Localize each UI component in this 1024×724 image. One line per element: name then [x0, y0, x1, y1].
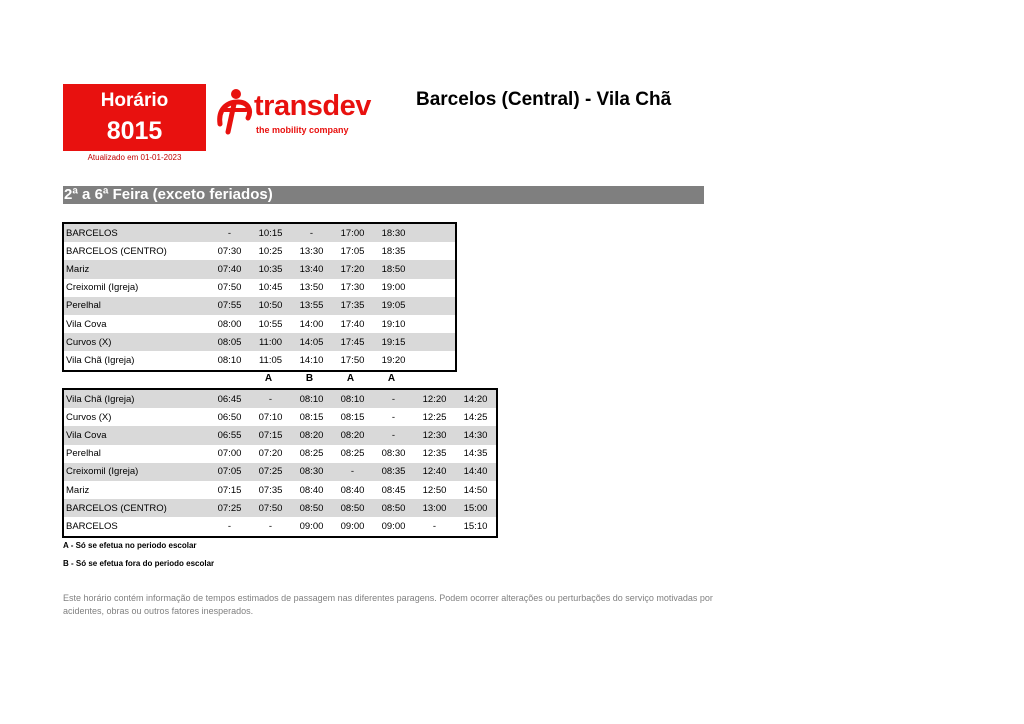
time-cell: 08:50: [373, 499, 414, 517]
time-cell: -: [391, 411, 396, 423]
stop-name: BARCELOS: [66, 520, 118, 532]
time-cell: -: [373, 389, 414, 408]
timetable-row: [63, 389, 497, 408]
timetable-row: [63, 445, 497, 463]
time-cell: -: [209, 223, 250, 242]
time-cell: 18:30: [373, 223, 414, 242]
time-cell: 18:50: [373, 260, 414, 278]
stop-name: Mariz: [66, 484, 90, 496]
stop-name: BARCELOS: [63, 223, 209, 242]
trip-note: A: [264, 373, 273, 384]
outbound-timetable: [62, 222, 457, 372]
time-cell: 07:55: [209, 297, 250, 315]
badge-title: Horário: [100, 90, 169, 111]
time-cell: 07:15: [250, 426, 291, 444]
time-cell: 08:25: [299, 448, 324, 460]
time-cell: 08:05: [209, 333, 250, 351]
time-cell: 17:50: [340, 354, 365, 366]
time-cell: 13:00: [414, 499, 455, 517]
stop-name: BARCELOS (CENTRO): [66, 245, 167, 257]
trip-note: A: [346, 373, 355, 384]
time-cell: 08:40: [340, 484, 365, 496]
time-cell: -: [291, 223, 332, 242]
time-cell: 12:20: [414, 389, 455, 408]
timetable-row: [63, 279, 456, 297]
stop-name: Vila Cova: [63, 426, 209, 444]
time-cell: 08:50: [291, 499, 332, 517]
time-cell: 17:45: [332, 333, 373, 351]
time-cell: 19:15: [373, 333, 414, 351]
time-cell: 17:35: [332, 297, 373, 315]
inbound-timetable: [62, 388, 498, 538]
time-cell: 08:35: [373, 463, 414, 481]
empty-cell: [414, 333, 456, 351]
time-cell: 12:35: [422, 448, 447, 460]
time-cell: 07:40: [209, 260, 250, 278]
time-cell: 14:05: [291, 333, 332, 351]
time-cell: 13:40: [291, 260, 332, 278]
stop-name: Creixomil (Igreja): [63, 463, 209, 481]
time-cell: -: [250, 389, 291, 408]
time-cell: 09:00: [340, 520, 365, 532]
time-cell: 14:50: [463, 484, 488, 496]
stop-name: Vila Chã (Igreja): [63, 389, 209, 408]
time-cell: 07:25: [209, 499, 250, 517]
time-cell: 07:30: [217, 245, 242, 257]
time-cell: 19:10: [381, 318, 406, 330]
time-cell: 17:40: [340, 318, 365, 330]
time-cell: 17:20: [332, 260, 373, 278]
time-cell: 08:10: [291, 389, 332, 408]
timetable-row: [63, 351, 456, 370]
time-cell: 13:55: [291, 297, 332, 315]
stop-name: Curvos (X): [63, 333, 209, 351]
time-cell: 10:45: [258, 282, 283, 294]
time-cell: 08:10: [217, 354, 242, 366]
time-cell: 13:30: [299, 245, 324, 257]
timetable-row: [63, 408, 497, 426]
time-cell: 17:30: [340, 282, 365, 294]
time-cell: 18:35: [381, 245, 406, 257]
stop-name: Vila Chã (Igreja): [66, 354, 135, 366]
time-cell: 14:10: [299, 354, 324, 366]
time-cell: 07:15: [217, 484, 242, 496]
time-cell: 07:05: [209, 463, 250, 481]
time-cell: 19:20: [381, 354, 406, 366]
timetable-row: [63, 463, 497, 481]
time-cell: 07:50: [217, 282, 242, 294]
time-cell: 07:35: [258, 484, 283, 496]
empty-cell: [414, 297, 456, 315]
time-cell: 12:50: [422, 484, 447, 496]
time-cell: 08:50: [332, 499, 373, 517]
time-cell: -: [227, 520, 232, 532]
time-cell: 19:05: [373, 297, 414, 315]
timetable-row: [63, 481, 497, 499]
time-cell: 12:30: [414, 426, 455, 444]
section-title: 2ª a 6ª Feira (exceto feriados): [63, 186, 704, 204]
time-cell: 17:00: [332, 223, 373, 242]
time-cell: -: [432, 520, 437, 532]
time-cell: 08:30: [381, 448, 406, 460]
updated-date: Atualizado em 01-01-2023: [87, 153, 182, 162]
time-cell: 09:00: [381, 520, 406, 532]
timetable-row: [63, 499, 497, 517]
time-cell: 08:15: [340, 411, 365, 423]
time-cell: 11:00: [250, 333, 291, 351]
time-cell: 07:10: [258, 411, 283, 423]
time-cell: -: [332, 463, 373, 481]
time-cell: 06:55: [209, 426, 250, 444]
time-cell: 14:40: [455, 463, 497, 481]
time-cell: 06:50: [217, 411, 242, 423]
empty-cell: [414, 242, 456, 260]
time-cell: 07:20: [258, 448, 283, 460]
time-cell: 12:25: [422, 411, 447, 423]
time-cell: -: [268, 520, 273, 532]
time-cell: 14:25: [463, 411, 488, 423]
logo-tagline: the mobility company: [256, 125, 349, 135]
time-cell: 10:55: [258, 318, 283, 330]
time-cell: 11:05: [258, 354, 283, 366]
transdev-logo: [214, 88, 371, 140]
timetable-row: [63, 260, 456, 278]
time-cell: 14:20: [455, 389, 497, 408]
time-cell: 17:05: [340, 245, 365, 257]
timetable-row: [63, 517, 497, 536]
badge-number: 8015: [106, 117, 163, 145]
timetable-row: [63, 223, 456, 242]
legend-a: A - Só se efetua no periodo escolar: [63, 541, 197, 550]
legend-b: B - Só se efetua fora do periodo escolar: [63, 559, 215, 568]
route-title: Barcelos (Central) - Vila Chã: [416, 89, 672, 110]
trip-note: B: [305, 373, 314, 384]
empty-cell: [414, 315, 456, 333]
stop-name: BARCELOS (CENTRO): [63, 499, 209, 517]
time-cell: 08:40: [299, 484, 324, 496]
time-cell: 08:25: [340, 448, 365, 460]
logo-word: transdev: [254, 90, 371, 122]
time-cell: 06:45: [209, 389, 250, 408]
time-cell: 10:15: [250, 223, 291, 242]
time-cell: 14:35: [463, 448, 488, 460]
time-cell: 19:00: [381, 282, 406, 294]
time-cell: 07:50: [250, 499, 291, 517]
time-cell: -: [373, 426, 414, 444]
empty-cell: [414, 223, 456, 242]
time-cell: 15:10: [463, 520, 488, 532]
empty-cell: [414, 279, 456, 297]
stop-name: Mariz: [63, 260, 209, 278]
time-cell: 10:50: [250, 297, 291, 315]
time-cell: 13:50: [299, 282, 324, 294]
route-number-badge: [63, 84, 206, 151]
timetable-row: [63, 315, 456, 333]
time-cell: 07:00: [217, 448, 242, 460]
time-cell: 08:10: [332, 389, 373, 408]
time-cell: 09:00: [299, 520, 324, 532]
time-cell: 08:15: [299, 411, 324, 423]
stop-name: Perelhal: [63, 297, 209, 315]
stop-name: Creixomil (Igreja): [66, 282, 139, 294]
time-cell: 12:40: [414, 463, 455, 481]
time-cell: 10:25: [258, 245, 283, 257]
timetable-row: [63, 426, 497, 444]
time-cell: 10:35: [250, 260, 291, 278]
timetable-row: [63, 297, 456, 315]
time-cell: 08:20: [291, 426, 332, 444]
time-cell: 15:00: [455, 499, 497, 517]
time-cell: 14:00: [299, 318, 324, 330]
timetable-row: [63, 333, 456, 351]
timetable-row: [63, 242, 456, 260]
trip-note: A: [387, 373, 396, 384]
stop-name: Perelhal: [66, 448, 101, 460]
time-cell: 14:30: [455, 426, 497, 444]
time-cell: 07:25: [250, 463, 291, 481]
stop-name: Vila Cova: [66, 318, 107, 330]
time-cell: 08:20: [332, 426, 373, 444]
footer-disclaimer: Este horário contém informação de tempos estimados de passagem nas diferentes paragens. Podem ocorrer alterações ou perturbações do serviço motivadas por acidentes, obras ou outros fatores inesperados.: [63, 593, 713, 616]
time-cell: 08:00: [217, 318, 242, 330]
time-cell: 08:45: [381, 484, 406, 496]
transdev-figure-icon: [214, 88, 254, 136]
time-cell: 08:30: [291, 463, 332, 481]
empty-cell: [414, 260, 456, 278]
empty-cell: [414, 351, 456, 370]
stop-name: Curvos (X): [66, 411, 112, 423]
